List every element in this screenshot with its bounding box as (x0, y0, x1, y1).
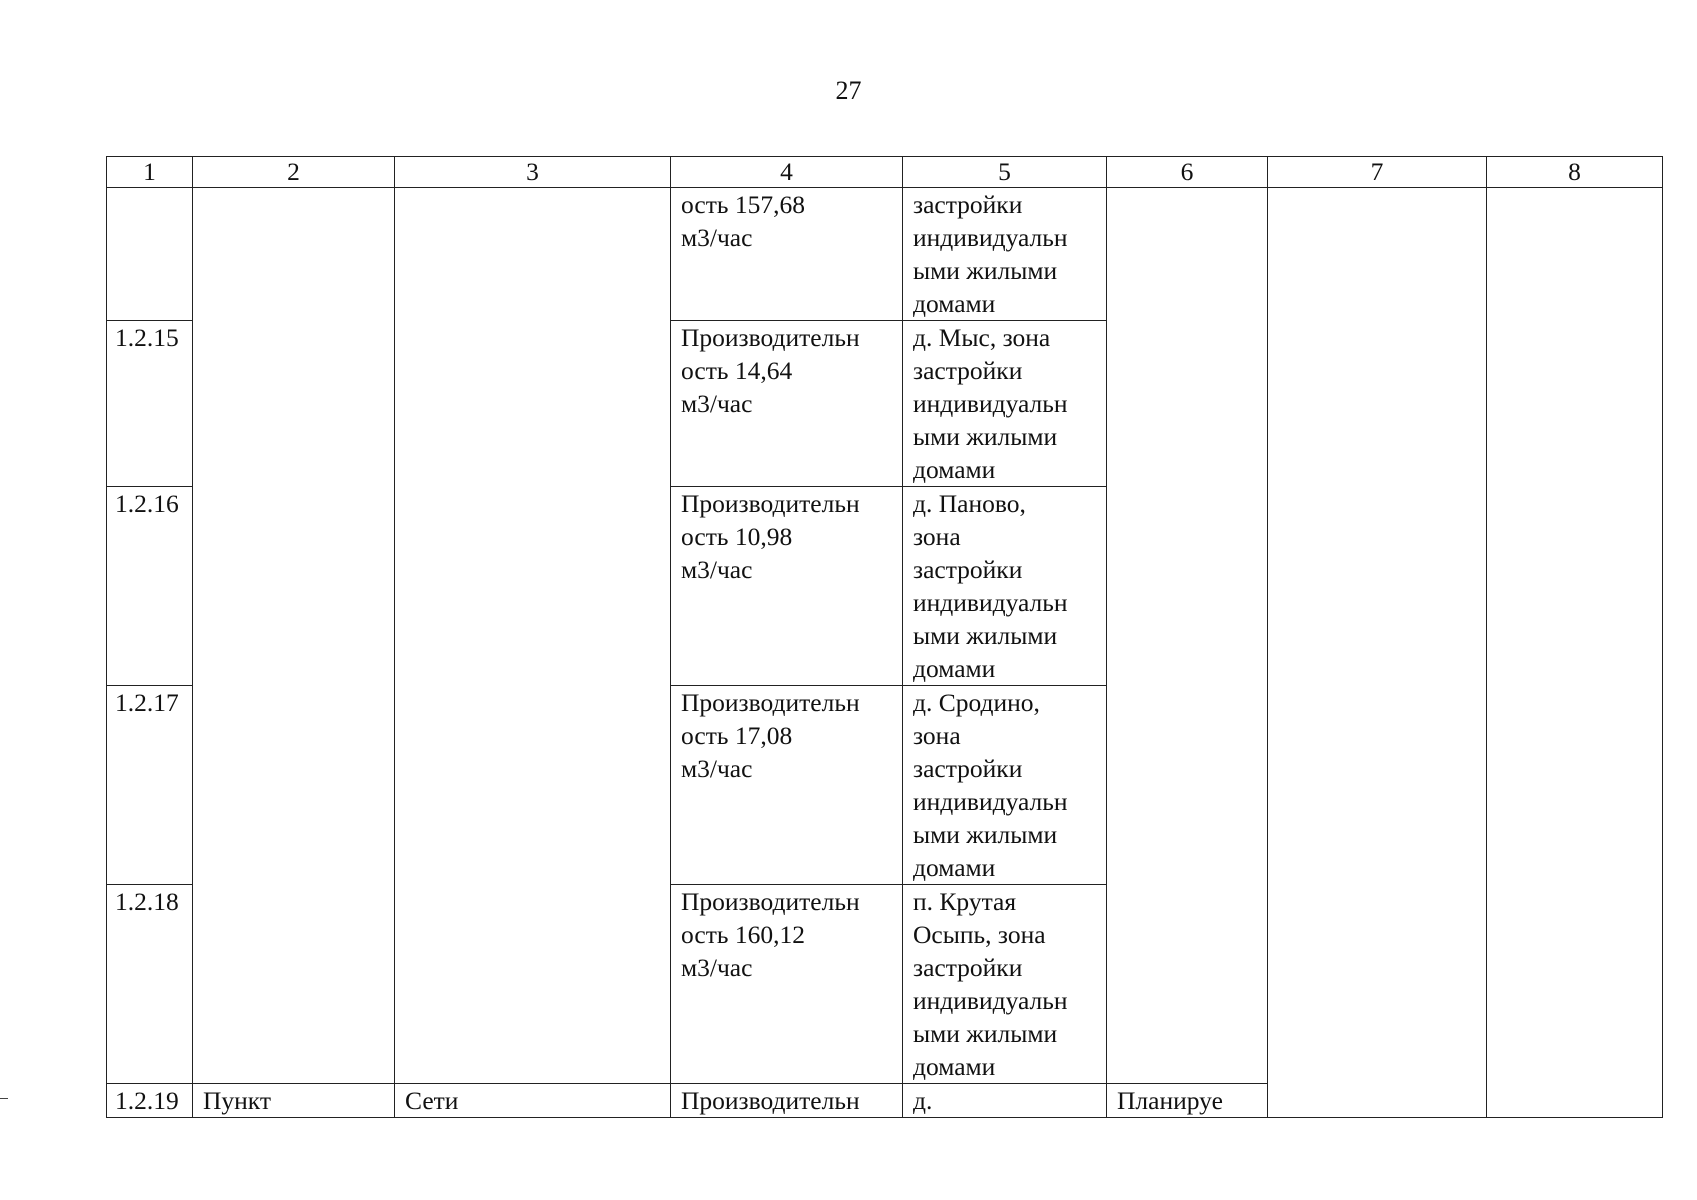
table-row (107, 188, 1663, 321)
item-number-cell: 1.2.19 (107, 1084, 193, 1118)
capacity-cell: Производительн ость 10,98 м3/час (671, 487, 903, 686)
header-cell: 8 (1487, 157, 1663, 188)
location-cell: д. Мыс, зона застройки индивидуальн ыми жилыми домами (903, 321, 1107, 487)
item-number-cell: 1.2.15 (107, 321, 193, 487)
header-cell: 2 (193, 157, 395, 188)
margin-mark (0, 1098, 8, 1099)
column-number-header-row (107, 157, 1663, 188)
column-8-cell-merged (1487, 188, 1663, 1118)
object-name-cell-merged (193, 188, 395, 1084)
object-name-cell: Пункт (193, 1084, 395, 1118)
header-cell: 3 (395, 157, 671, 188)
capacity-cell: ость 157,68 м3/час (671, 188, 903, 321)
capacity-cell: Производительн ость 17,08 м3/час (671, 686, 903, 885)
planning-table (106, 156, 1663, 1118)
page-number: 27 (835, 76, 862, 105)
item-number-cell: 1.2.17 (107, 686, 193, 885)
status-cell-merged (1107, 188, 1268, 1084)
location-cell: застройки индивидуальн ыми жилыми домами (903, 188, 1107, 321)
location-cell: д. Паново, зона застройки индивидуальн ыми жилыми домами (903, 487, 1107, 686)
header-cell: 4 (671, 157, 903, 188)
capacity-cell: Производительн ость 160,12 м3/час (671, 885, 903, 1084)
object-type-cell: Сети (395, 1084, 671, 1118)
header-cell: 1 (107, 157, 193, 188)
location-cell: д. (903, 1084, 1107, 1118)
capacity-cell: Производительн ость 14,64 м3/час (671, 321, 903, 487)
column-7-cell-merged (1268, 188, 1487, 1118)
item-number-cell (107, 188, 193, 321)
header-cell: 5 (903, 157, 1107, 188)
header-cell: 6 (1107, 157, 1268, 188)
status-cell: Планируе (1107, 1084, 1268, 1118)
header-cell: 7 (1268, 157, 1487, 188)
item-number-cell: 1.2.16 (107, 487, 193, 686)
capacity-cell: Производительн (671, 1084, 903, 1118)
object-type-cell-merged (395, 188, 671, 1084)
location-cell: п. Крутая Осыпь, зона застройки индивидуальн ыми жилыми домами (903, 885, 1107, 1084)
location-cell: д. Сродино, зона застройки индивидуальн ыми жилыми домами (903, 686, 1107, 885)
item-number-cell: 1.2.18 (107, 885, 193, 1084)
